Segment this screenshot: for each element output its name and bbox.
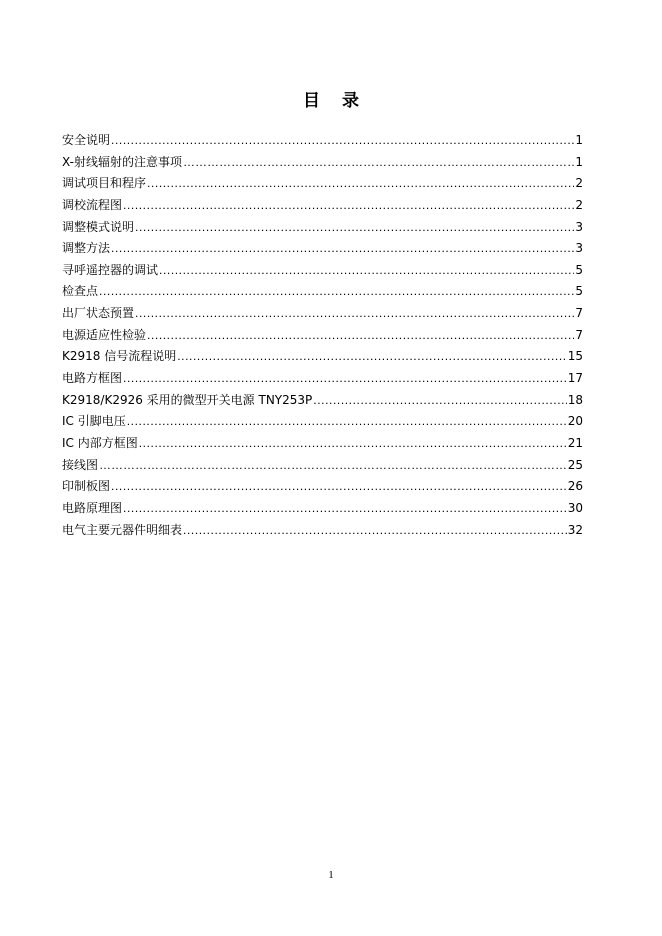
toc-entry-label: 接线图 bbox=[62, 457, 99, 472]
toc-entry[interactable] bbox=[62, 369, 583, 391]
toc-entry-label: 检查点 bbox=[62, 284, 99, 299]
toc-entry[interactable] bbox=[62, 218, 583, 240]
toc-entry[interactable] bbox=[62, 153, 583, 175]
toc-entry[interactable] bbox=[62, 434, 583, 456]
toc-entry-label: 电路方框图 bbox=[62, 371, 123, 386]
toc-entry-page: 17 bbox=[567, 371, 583, 386]
toc-entry-page: 26 bbox=[567, 479, 583, 494]
toc-leader-dots bbox=[177, 349, 566, 363]
table-of-contents bbox=[62, 131, 583, 542]
page-number: 1 bbox=[328, 869, 334, 881]
toc-leader-dots bbox=[139, 436, 567, 450]
toc-entry-label: 电路原理图 bbox=[62, 500, 123, 515]
toc-leader-dots bbox=[123, 501, 567, 515]
toc-leader-dots bbox=[147, 328, 574, 342]
toc-entry-label: 安全说明 bbox=[62, 133, 111, 147]
toc-entry-page: 7 bbox=[575, 306, 583, 321]
toc-leader-dots bbox=[123, 371, 567, 385]
toc-entry-page: 15 bbox=[567, 349, 583, 364]
page-title: 目 录 bbox=[303, 91, 367, 111]
toc-entry-label: 电气主要元器件明细表 bbox=[62, 522, 183, 537]
toc-entry-label: 出厂状态预置 bbox=[62, 306, 135, 321]
toc-leader-dots bbox=[99, 458, 567, 472]
toc-leader-dots bbox=[159, 263, 574, 277]
toc-entry-label: K2918 信号流程说明 bbox=[62, 349, 177, 364]
toc-entry-label: 调校流程图 bbox=[62, 197, 123, 212]
toc-entry-page: 3 bbox=[575, 219, 583, 234]
toc-leader-dots bbox=[123, 198, 574, 212]
toc-entry-label: 调整方法 bbox=[62, 241, 111, 256]
toc-entry[interactable] bbox=[62, 174, 583, 196]
toc-entry-page: 32 bbox=[567, 522, 583, 537]
toc-leader-dots bbox=[127, 414, 567, 428]
toc-entry[interactable] bbox=[62, 239, 583, 261]
toc-entry-page: 1 bbox=[575, 133, 583, 147]
toc-leader-dots bbox=[135, 220, 574, 234]
toc-entry-page: 1 bbox=[575, 154, 583, 169]
toc-entry-label: 印制板图 bbox=[62, 479, 111, 494]
toc-entry-label: K2918/K2926 采用的微型开关电源 TNY253P bbox=[62, 392, 313, 407]
toc-entry[interactable] bbox=[62, 196, 583, 218]
toc-entry[interactable] bbox=[62, 261, 583, 283]
toc-leader-dots bbox=[183, 155, 574, 169]
toc-leader-dots bbox=[111, 241, 574, 255]
toc-entry[interactable] bbox=[62, 499, 583, 521]
toc-entry-page: 3 bbox=[575, 241, 583, 256]
toc-entry-label: 电源适应性检验 bbox=[62, 327, 147, 342]
toc-leader-dots bbox=[111, 479, 567, 493]
toc-entry-label: 调整模式说明 bbox=[62, 219, 135, 234]
toc-entry-page: 18 bbox=[567, 392, 583, 407]
toc-entry[interactable] bbox=[62, 521, 583, 543]
toc-entry[interactable] bbox=[62, 412, 583, 434]
toc-entry[interactable] bbox=[62, 456, 583, 478]
toc-entry[interactable] bbox=[62, 282, 583, 304]
toc-entry-page: 20 bbox=[567, 414, 583, 429]
toc-entry[interactable] bbox=[62, 131, 583, 153]
toc-entry-label: 调试项目和程序 bbox=[62, 176, 147, 191]
toc-entry[interactable] bbox=[62, 304, 583, 326]
toc-entry-page: 7 bbox=[575, 327, 583, 342]
toc-entry-page: 25 bbox=[567, 457, 583, 472]
toc-leader-dots bbox=[147, 176, 574, 190]
toc-entry-page: 5 bbox=[575, 284, 583, 299]
toc-entry-label: IC 内部方框图 bbox=[62, 435, 138, 450]
toc-leader-dots bbox=[135, 306, 574, 320]
toc-entry-page: 21 bbox=[567, 435, 583, 450]
toc-entry-label: IC 引脚电压 bbox=[62, 414, 126, 429]
toc-entry[interactable] bbox=[62, 477, 583, 499]
toc-leader-dots bbox=[183, 523, 567, 537]
toc-entry[interactable] bbox=[62, 326, 583, 348]
toc-entry[interactable] bbox=[62, 391, 583, 413]
toc-entry[interactable] bbox=[62, 347, 583, 369]
toc-leader-dots bbox=[111, 133, 574, 147]
toc-entry-label: 寻呼遥控器的调试 bbox=[62, 262, 159, 277]
toc-entry-page: 30 bbox=[567, 500, 583, 515]
toc-entry-page: 5 bbox=[575, 262, 583, 277]
toc-entry-page: 2 bbox=[575, 197, 583, 212]
toc-entry-label: X-射线辐射的注意事项 bbox=[62, 154, 182, 169]
toc-leader-dots bbox=[313, 393, 566, 407]
toc-leader-dots bbox=[99, 284, 574, 298]
toc-entry-page: 2 bbox=[575, 176, 583, 191]
